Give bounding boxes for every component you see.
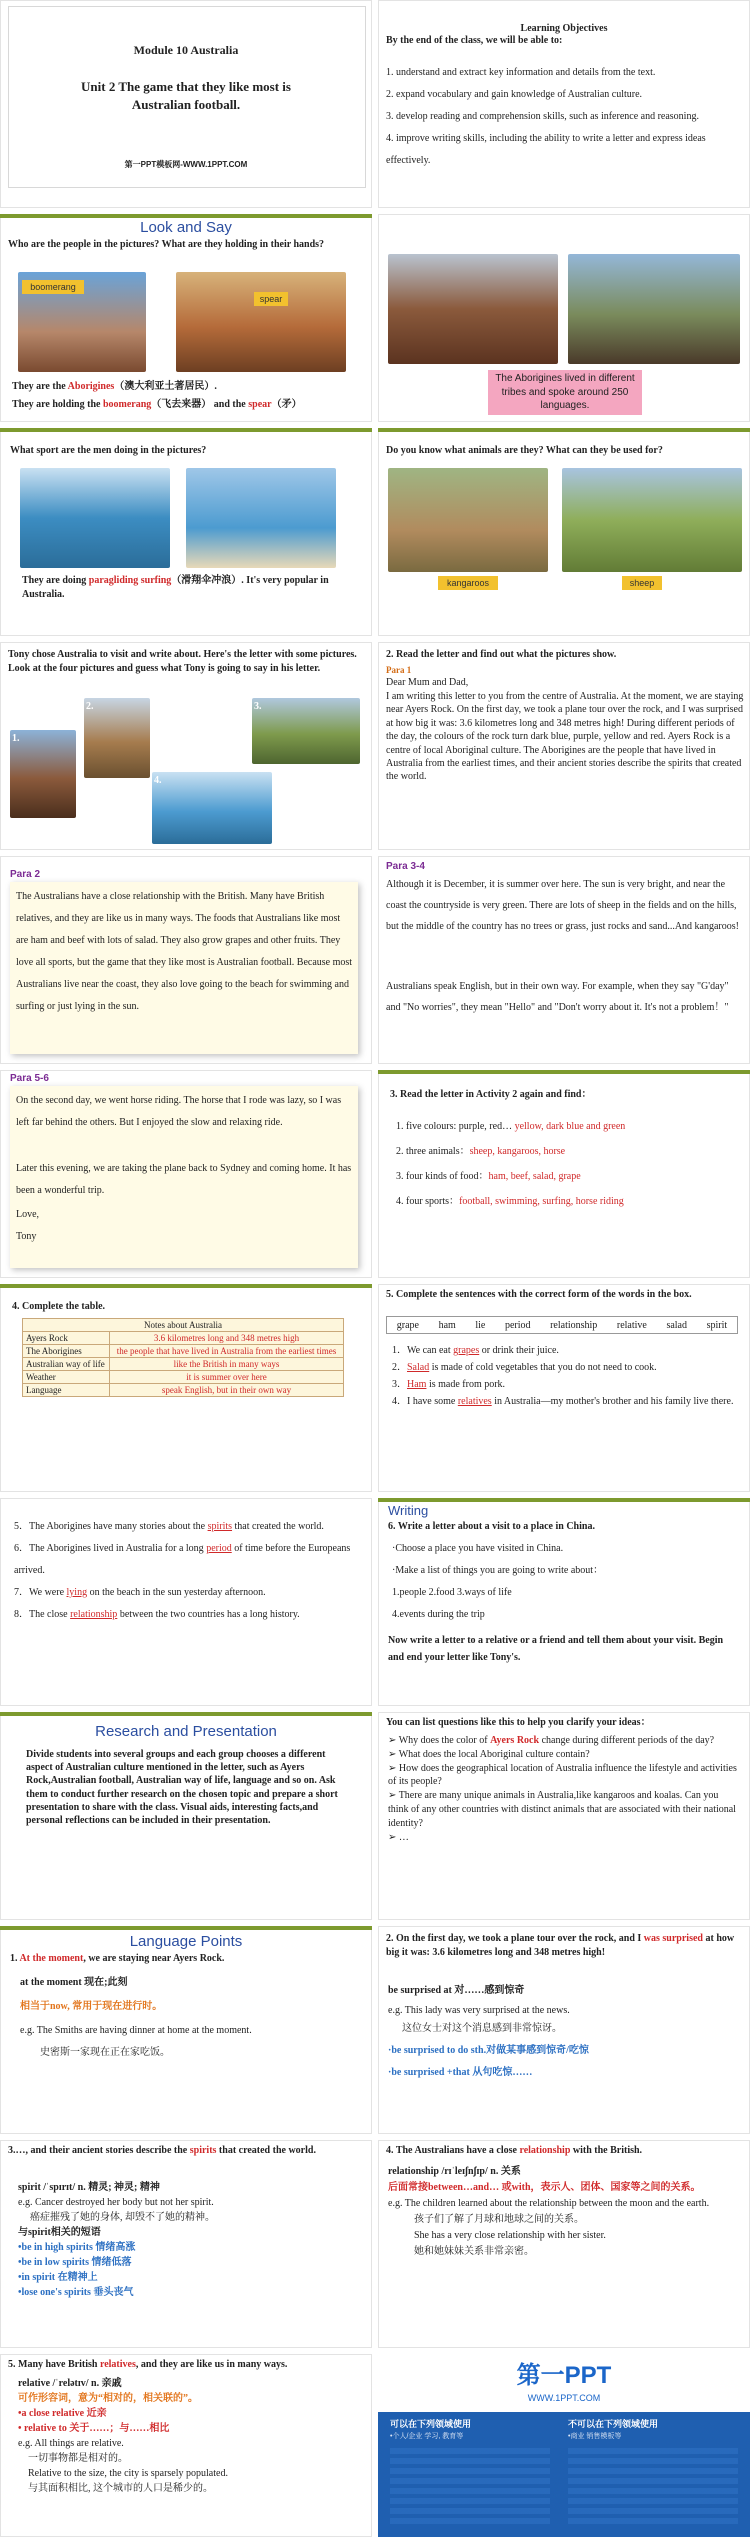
letter-greeting: Dear Mum and Dad, xyxy=(386,677,469,688)
slide-table xyxy=(0,1284,372,1492)
lp-example: e.g. The Smiths are having dinner at home at the moment. xyxy=(20,2025,252,2036)
look-say-question: Who are the people in the pictures? What are they holding in their hands? xyxy=(8,239,325,250)
sentence: 6．The Aborigines lived in Australia for a long period of time before the Europeans arrived. xyxy=(14,1543,351,1576)
question-item: ➢ There are many unique animals in Australia,like kangaroos and koalas. Can you think of any other countries with distinct animals that are associated with their national identity? xyxy=(388,1790,736,1829)
writing-list xyxy=(392,1538,603,1626)
slide-bar xyxy=(0,1926,372,1930)
letter-para-6: Later this evening, we are taking the plane back to Sydney and coming home. It has been a wonderful trip. xyxy=(16,1163,352,1196)
table-value: speak English, but in their own way xyxy=(110,1384,344,1397)
slide-bar xyxy=(0,428,372,432)
table-value: it is summer over here xyxy=(110,1371,344,1384)
research-body: Divide students into several groups and each group chooses a different aspect of Australian culture mentioned in the letter, such as Ayers Rock,Australian football, Australian way of life, language and so on. Ask them to conduct further research on the chosen topic and prepare a short presentation to share with the class. Visual aids, interesting facts,and personal reflections can be included in their presentation. xyxy=(26,1749,338,1826)
brand-list-left xyxy=(390,2448,550,2528)
complete-sentences-5-8 xyxy=(14,1516,354,1626)
find-item: 1. five colours: purple, red… yellow, dark blue and green xyxy=(396,1121,626,1132)
brand-logo: 第一PPT xyxy=(516,2362,612,2389)
letter-task-heading: 2. Read the letter and find out what the pictures show. xyxy=(386,649,617,660)
question-item: ➢ Why does the color of Ayers Rock change during different periods of the day? xyxy=(388,1735,715,1746)
complete-sentences-1-4 xyxy=(392,1342,742,1410)
sentence: 1．We can eat grapes or drink their juice. xyxy=(392,1345,559,1356)
lp-note: ·be surprised to do sth.对做某事感到惊奇/吃惊 xyxy=(388,2045,589,2056)
objective-item: 3. develop reading and comprehension skills, such as inference and reasoning. xyxy=(386,111,699,122)
table-key: Australian way of life xyxy=(23,1358,110,1371)
table-value: the people that have lived in Australia from the earliest times xyxy=(110,1345,344,1358)
question-item: ➢ What does the local Aboriginal culture contain? xyxy=(388,1748,590,1760)
look-say-answer-2: They are holding the boomerang（飞去来器） and the spear（矛） xyxy=(12,399,302,410)
kangaroo-photo xyxy=(388,468,548,572)
word: relative xyxy=(616,1319,647,1331)
objective-item: 1. understand and extract key information and details from the text. xyxy=(386,67,656,78)
lp-relative-notes: relative /ˈrelətɪv/ n. 亲戚 可作形容词，意为“相对的，相关联的”。 •a close relative 近亲 • relative to 关于……；与……相比 e.g. All things are relative. 一切事物都是相对的。 Relative to the size, the city is sparsely populated. 与其面积相比, 这个城市的人口是稀少的。 xyxy=(18,2378,228,2494)
lp-sentence-4: 4. The Australians have a close relationship with the British. xyxy=(386,2145,643,2156)
slide-questions xyxy=(378,1712,750,1920)
find-item: 4. four sports：football, swimming, surfing, horse riding xyxy=(396,1196,624,1207)
sentence: 5．The Aborigines have many stories about the spirits that created the world. xyxy=(14,1521,324,1532)
lp-phrase: be surprised at 对……感到惊奇 xyxy=(388,1985,525,1996)
find-list xyxy=(396,1114,746,1214)
brand-note-2: •商业 销售模板等 xyxy=(568,2433,622,2440)
objective-item: 4. improve writing skills, including the ability to write a letter and express ideas effectively. xyxy=(386,133,706,166)
lp-relationship-notes: relationship /rɪˈleɪʃnʃɪp/ n. 关系 后面常接between…and… 或with，表示人、团体、国家等之间的关系。 e.g. The children learned about the relationship between the moon and the earth. 孩子们了解了月球和地球之间的关系。 She has a very close relationship with her sister. 她和她妹妹关系非常亲密。 xyxy=(388,2166,710,2257)
lp-note: 相当于now, 常用于现在进行时。 xyxy=(20,2001,163,2012)
table-value: like the British in many ways xyxy=(110,1358,344,1371)
slide-four-pictures xyxy=(0,642,372,850)
research-heading: Research and Presentation xyxy=(95,1723,277,1740)
brand-note-1: •个人/企业 学习, 教育等 xyxy=(390,2433,464,2440)
slide-language-5 xyxy=(0,2354,372,2537)
slide-bar xyxy=(378,428,750,432)
table-key: Language xyxy=(23,1384,110,1397)
slide-complete-2 xyxy=(0,1498,372,1706)
spear-photo xyxy=(176,272,346,372)
writing-item: 1.people 2.food 3.ways of life xyxy=(392,1587,512,1598)
writing-heading: Writing xyxy=(388,1503,429,1518)
title-unit: Unit 2 The game that they like most is Australian football. xyxy=(81,79,291,112)
slide-brand xyxy=(378,2354,750,2537)
sport-question: What sport are the men doing in the pictures? xyxy=(10,445,207,456)
slide-bar xyxy=(0,1284,372,1288)
lp-example: e.g. This lady was very surprised at the news. xyxy=(388,2005,570,2016)
find-item: 2. three animals：sheep, kangaroos, horse xyxy=(396,1146,566,1157)
objectives-heading: Learning Objectives xyxy=(520,23,608,34)
kangaroos-label: kangaroos xyxy=(438,576,498,590)
brand-url: WWW.1PPT.COM xyxy=(527,2393,601,2403)
questions-list xyxy=(388,1734,738,1844)
lp-sentence-1: 1. At the moment, we are staying near Ayers Rock. xyxy=(10,1953,225,1964)
boomerang-label: boomerang xyxy=(22,280,84,294)
look-say-heading: Look and Say xyxy=(140,219,232,236)
question-item: ➢ … xyxy=(388,1831,409,1843)
writing-item: 4.events during the trip xyxy=(392,1609,485,1620)
table-value: 3.6 kilometres long and 348 metres high xyxy=(110,1332,344,1345)
look-say-answer-1: They are the Aborigines（澳大利亚土著居民）. xyxy=(12,381,217,392)
lp-translation: 这位女士对这个消息感到非常惊讶。 xyxy=(402,2023,562,2034)
sentence: 7．We were lying on the beach in the sun yesterday afternoon. xyxy=(14,1587,266,1598)
writing-item: ·Choose a place you have visited in China. xyxy=(392,1543,564,1554)
word-box xyxy=(386,1316,738,1334)
slide-language-2 xyxy=(378,1926,750,2134)
picture-4 xyxy=(152,772,272,844)
brand-text: 第一PPT模板网-WWW.1PPT.COM xyxy=(124,160,248,169)
sentence: 2．Salad is made of cold vegetables that you do not need to cook. xyxy=(392,1362,657,1373)
sentence: 8．The close relationship between the two countries has a long history. xyxy=(14,1609,300,1620)
lp-sentence-3: 3.…, and their ancient stories describe the spirits that created the world. xyxy=(8,2145,316,2156)
slide-language-1 xyxy=(0,1926,372,2134)
letter-para-4: Australians speak English, but in their own way. For example, when they say "G'day" and "No worries", they mean "Hello" and "Don't worry about it. It's not a problem！" xyxy=(386,981,729,1013)
aborigines-photo-1 xyxy=(388,254,558,364)
writing-final: Now write a letter to a relative or a friend and tell them about your visit. Begin and end your letter like Tony's. xyxy=(388,1635,724,1663)
letter-para-1: I am writing this letter to you from the centre of Australia. At the moment, we are staying near Ayers Rock. On the first day, we took a plane tour over the rock, and I was surprised at how big it was: 3.6 kilometres long and 348 metres high! During different periods of the day, the colours of the rock turn dark blue, purple, yellow and red. Ayers Rock is a centre of local Aboriginal culture. The Aborigines are the people that have lived in Australia from the earliest times, and their ancient stories describe the spirits that created the world. xyxy=(386,691,744,783)
sport-answer: They are doing paragliding surfing（滑翔伞冲浪）. It's very popular in Australia. xyxy=(22,575,329,600)
word: lie xyxy=(475,1319,486,1331)
table-key: Weather xyxy=(23,1371,110,1384)
word: spirit xyxy=(706,1319,728,1331)
brand-col-2: 不可以在下列领域使用 xyxy=(568,2419,659,2429)
slide-sport xyxy=(0,428,372,636)
slide-complete-1 xyxy=(378,1284,750,1492)
aborigines-caption: The Aborigines lived in different tribes and spoke around 250 languages. xyxy=(488,370,642,415)
surfing-photo-1 xyxy=(20,468,170,568)
animals-question: Do you know what animals are they? What can they be used for? xyxy=(386,445,663,456)
picture-1-number: 1. xyxy=(12,733,20,744)
slide-objectives xyxy=(378,0,750,208)
slide-language-4 xyxy=(378,2140,750,2348)
slide-bar xyxy=(378,1070,750,1074)
find-heading: 3. Read the letter in Activity 2 again and find： xyxy=(390,1089,592,1100)
letter-para-2: The Australians have a close relationship with the British. Many have British relatives, and they are like us in many ways. The foods that Australians like most are ham and beef with lots of salad. They also grow grapes and other fruits. They love all sports, but the game that they like most is Australian football. Because most Australians live near the coast, they also love going to the beach for swimming and surfing or just lying in the sun. xyxy=(16,891,353,1012)
question-item: ➢ How does the geographical location of Australia influence the lifestyle and activities of its people? xyxy=(388,1762,737,1788)
brand-col-1: 可以在下列领域使用 xyxy=(390,2419,472,2429)
writing-task: 6. Write a letter about a visit to a place in China. xyxy=(388,1521,595,1532)
slide-para2 xyxy=(0,856,372,1064)
picture-4-number: 4. xyxy=(154,775,162,786)
sheep-photo xyxy=(562,468,742,572)
sentence: 4．I have some relatives in Australia—my mother's brother and his family live there. xyxy=(392,1396,734,1407)
notes-table xyxy=(22,1318,344,1397)
table-title: Notes about Australia xyxy=(23,1319,344,1332)
slide-writing xyxy=(378,1498,750,1706)
brand-list-right xyxy=(568,2448,738,2528)
slide-look-and-say xyxy=(0,214,372,422)
title-module: Module 10 Australia xyxy=(133,43,239,57)
slide-research xyxy=(0,1712,372,1920)
slide-aborigines xyxy=(378,214,750,422)
slide-language-3 xyxy=(0,2140,372,2348)
slide-title xyxy=(0,0,372,208)
sheep-label: sheep xyxy=(622,576,662,590)
sentence: 3．Ham is made from pork. xyxy=(392,1379,506,1390)
slide-bar xyxy=(378,1498,750,1502)
table-key: The Aborigines xyxy=(23,1345,110,1358)
table-key: Ayers Rock xyxy=(23,1332,110,1345)
find-item: 3. four kinds of food：ham, beef, salad, grape xyxy=(396,1171,581,1182)
word: salad xyxy=(666,1319,687,1331)
para-3-4-label: Para 3-4 xyxy=(386,861,425,872)
lp-translation: 史密斯一家现在正在家吃饭。 xyxy=(40,2047,170,2058)
picture-3-number: 3. xyxy=(254,701,262,712)
lp-note: ·be surprised +that 从句吃惊…… xyxy=(388,2067,533,2078)
language-heading: Language Points xyxy=(129,1933,243,1950)
slide-bar xyxy=(0,1712,372,1716)
slide-find xyxy=(378,1070,750,1278)
word: period xyxy=(504,1319,531,1331)
picture-3 xyxy=(252,698,360,764)
slide-animals xyxy=(378,428,750,636)
letter-para-3: Although it is December, it is summer over here. The sun is very bright, and near the coast the countryside is very green. There are lots of sheep in the fields and on the hills, but the middle of the country has no trees or grass, just rocks and sand...And kangaroos! xyxy=(386,879,739,932)
complete-heading: 5. Complete the sentences with the correct form of the words in the box. xyxy=(386,1289,692,1300)
slide-letter-para1 xyxy=(378,642,750,850)
objectives-intro: By the end of the class, we will be able to: xyxy=(386,35,563,46)
letter-para-5: On the second day, we went horse riding. The horse that I rode was lazy, so I was left far behind the others. But I enjoyed the slow and relaxing ride. xyxy=(16,1095,342,1128)
lp-sentence-2: 2. On the first day, we took a plane tour over the rock, and I was surprised at how big it was: 3.6 kilometres long and 348 metres high! xyxy=(386,1933,735,1958)
word: grape xyxy=(396,1319,419,1331)
writing-item: ·Make a list of things you are going to write about： xyxy=(392,1565,604,1576)
table-heading: 4. Complete the table. xyxy=(12,1301,106,1312)
questions-intro: You can list questions like this to help you clarify your ideas： xyxy=(386,1717,651,1728)
para-2-label: Para 2 xyxy=(10,869,41,880)
lp-sentence-5: 5. Many have British relatives, and they are like us in many ways. xyxy=(8,2359,288,2370)
lp-phrase: at the moment 现在;此刻 xyxy=(20,1977,128,1988)
slide-para3-4 xyxy=(378,856,750,1064)
lp-spirit-notes: spirit /ˈspɪrɪt/ n. 精灵; 神灵; 精神 e.g. Cancer destroyed her body but not her spirit. 癌症摧残了她的身体, 却毁不了她的精神。 与spirit相关的短语 •be in high spirits 情绪高涨 •be in low spirits 情绪低落 •in spirit 在精神上 •lose one's spirits 垂头丧气 xyxy=(18,2182,215,2298)
picture-2-number: 2. xyxy=(86,701,94,712)
slide-para5-6 xyxy=(0,1070,372,1278)
surfing-photo-2 xyxy=(186,468,336,568)
aborigines-photo-2 xyxy=(568,254,740,364)
objective-item: 2. expand vocabulary and gain knowledge of Australian culture. xyxy=(386,89,643,100)
pictures-intro: Tony chose Australia to visit and write about. Here's the letter with some pictures. Look at the four pictures and guess what Tony is going to say in his letter. xyxy=(8,649,357,674)
word: ham xyxy=(438,1319,456,1331)
letter-closing: Love, Tony xyxy=(16,1209,40,1242)
spear-label: spear xyxy=(254,292,288,306)
para-1-label: Para 1 xyxy=(386,665,412,675)
objectives-list xyxy=(386,62,744,172)
para-5-6-label: Para 5-6 xyxy=(10,1073,49,1084)
word: relationship xyxy=(550,1319,598,1331)
